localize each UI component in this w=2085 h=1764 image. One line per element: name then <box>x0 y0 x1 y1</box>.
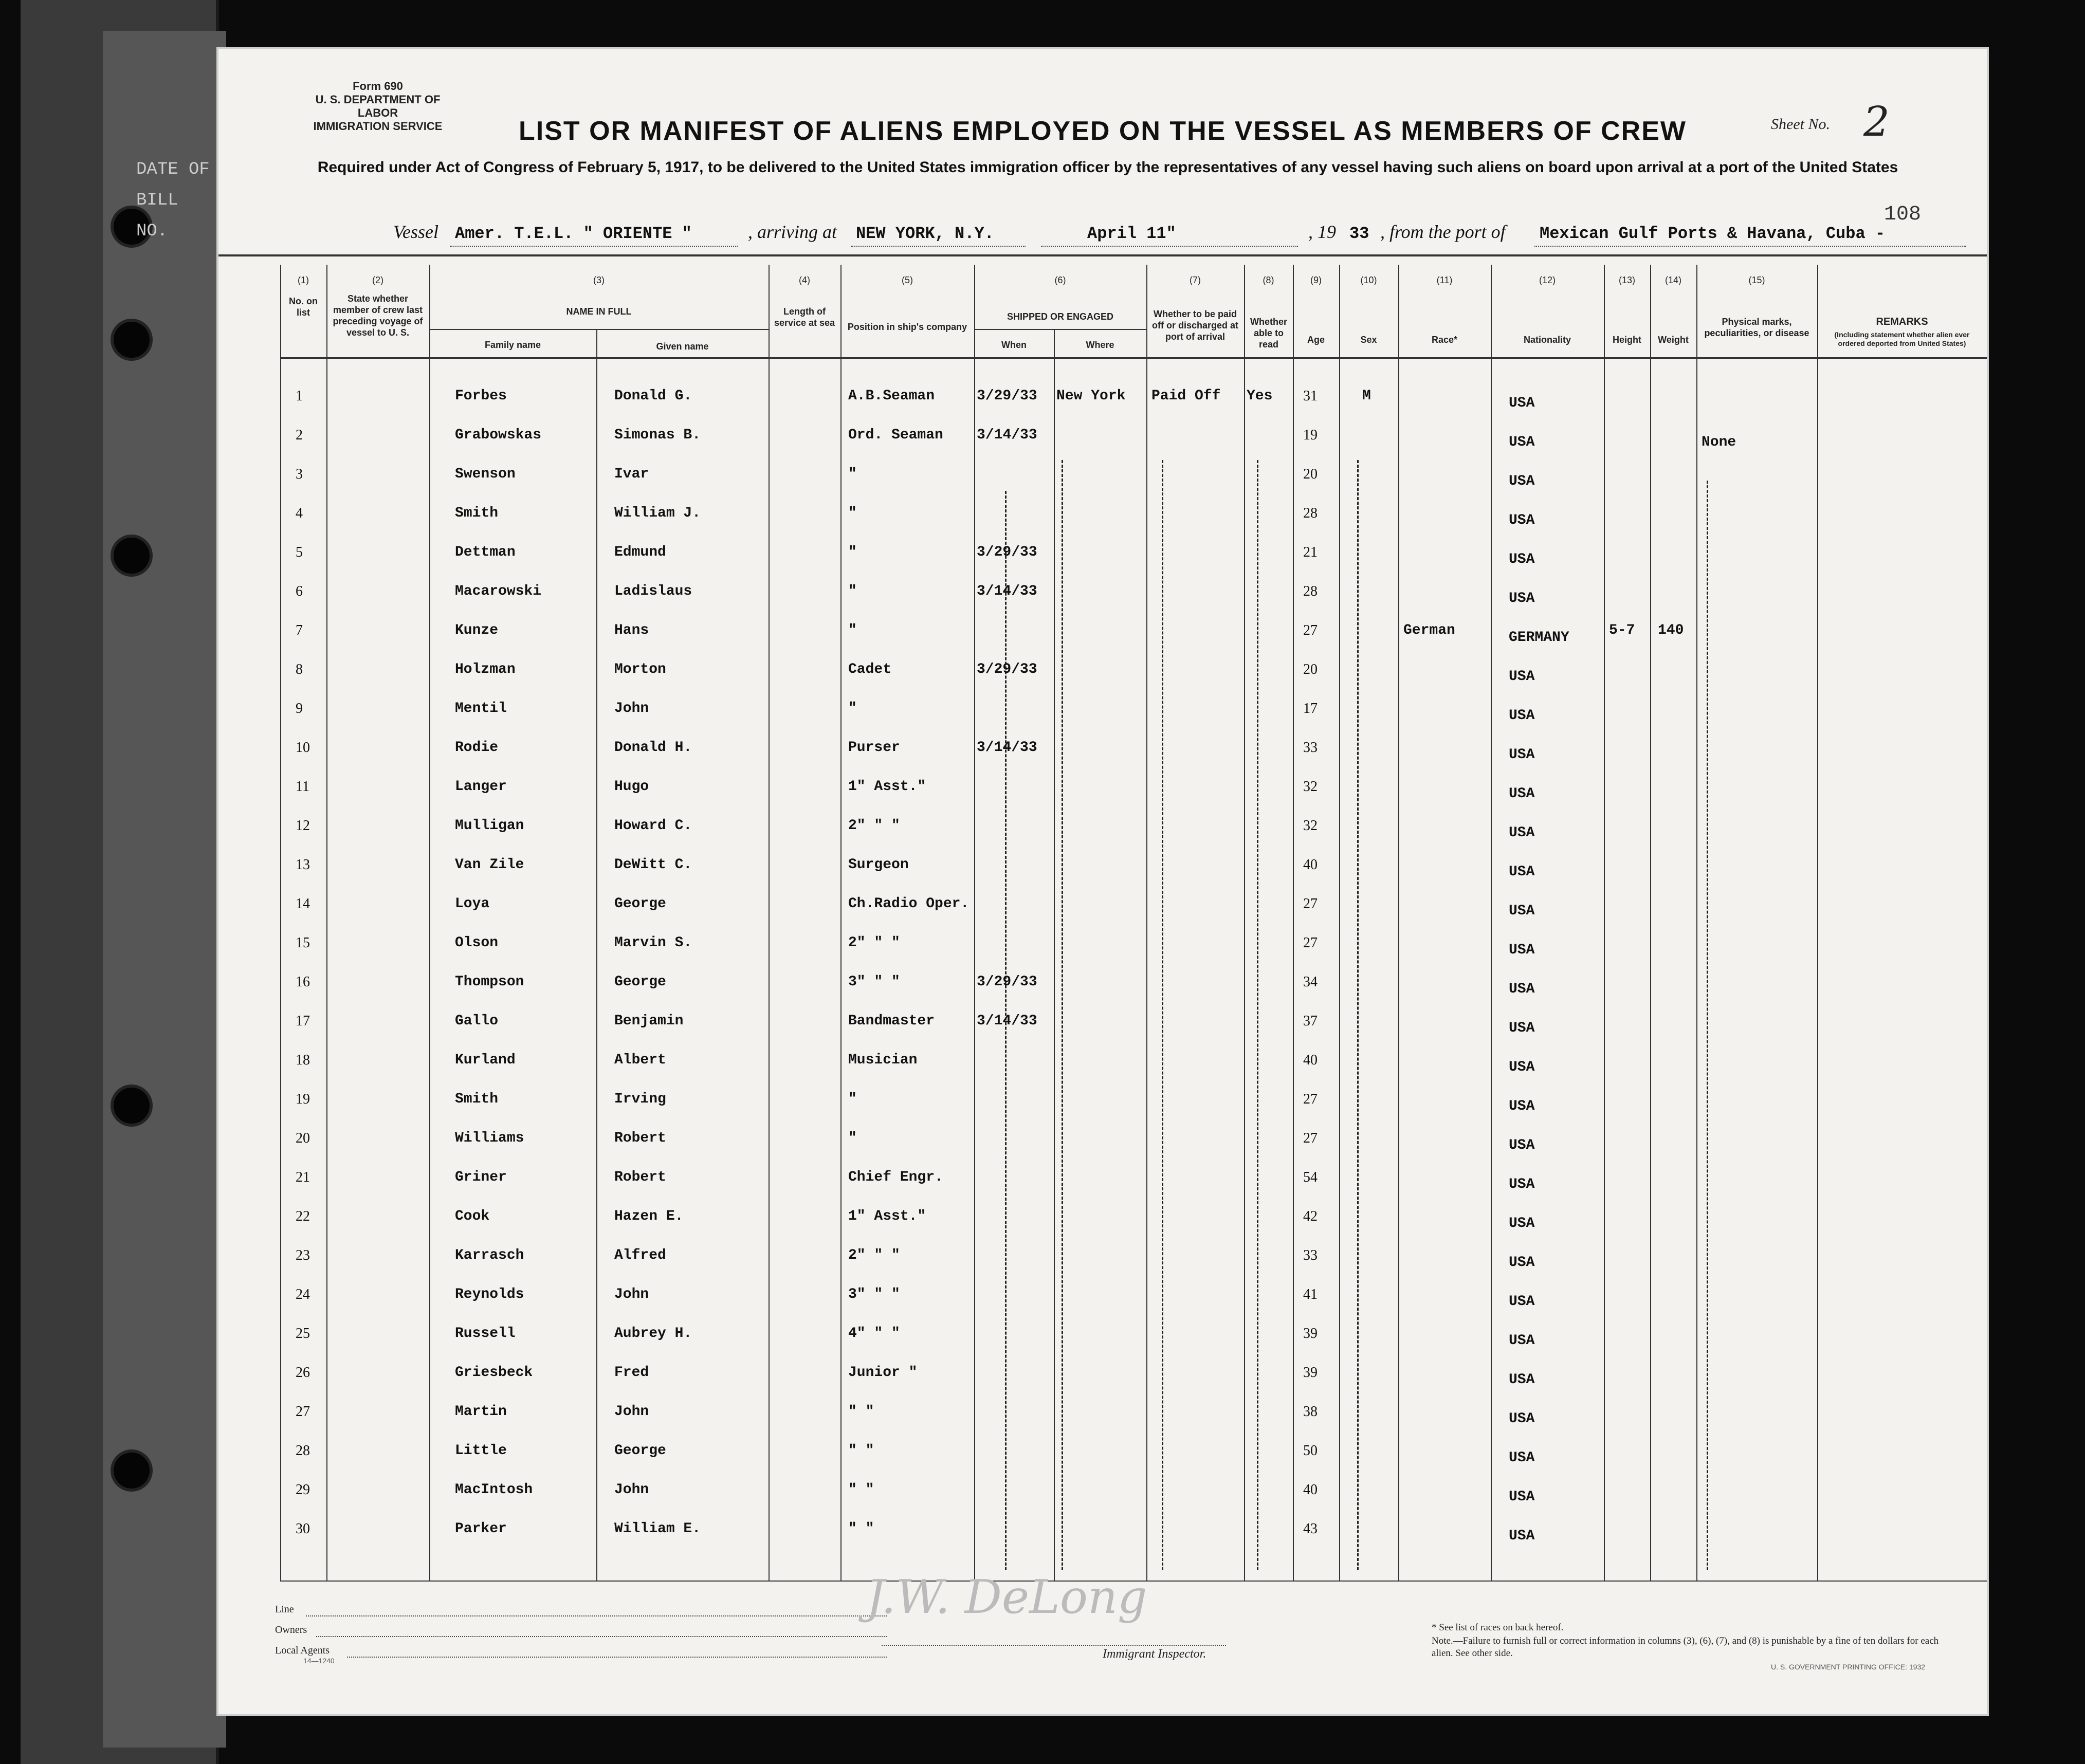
row-number: 24 <box>296 1287 310 1302</box>
given-name: William J. <box>614 505 701 521</box>
row-number: 6 <box>296 583 303 599</box>
position: " <box>848 544 857 560</box>
family-name: Kurland <box>455 1052 516 1068</box>
weight: 140 <box>1658 622 1684 638</box>
col11-header: Race* <box>1431 335 1458 345</box>
position: 1" Asst." <box>848 779 926 795</box>
col9-number: (9) <box>1310 275 1322 285</box>
vessel-label: Vessel <box>393 222 438 242</box>
family-name: Langer <box>455 779 507 795</box>
position: 4" " " <box>848 1326 900 1342</box>
col1-number: (1) <box>298 275 309 285</box>
position: Ch.Radio Oper. <box>848 896 970 912</box>
from-port-value: Mexican Gulf Ports & Havana, Cuba - <box>1540 224 1886 243</box>
age: 20 <box>1303 662 1318 677</box>
year-label: , 19 <box>1308 222 1336 242</box>
position: 2" " " <box>848 935 900 951</box>
family-name: Grabowskas <box>455 427 542 443</box>
ditto-mark <box>1062 460 1063 1570</box>
position: " " <box>848 1521 874 1537</box>
col6-number: (6) <box>1054 275 1066 285</box>
stamp-number: 108 <box>1884 203 1922 226</box>
inspector-signature: J.W. DeLong <box>866 1570 1147 1624</box>
nationality: USA <box>1509 512 1535 528</box>
form-tag: Form 690 U. S. DEPARTMENT OF LABOR IMMIGRATION SERVICE <box>313 80 443 133</box>
col10-header: Sex <box>1360 335 1377 345</box>
position: A.B.Seaman <box>848 388 935 404</box>
age: 40 <box>1303 857 1318 873</box>
nationality: USA <box>1509 1059 1535 1075</box>
given-name: George <box>614 896 666 912</box>
family-name: Gallo <box>455 1013 499 1029</box>
binder-background <box>21 0 219 1764</box>
given-name: Marvin S. <box>614 935 692 951</box>
position: " " <box>848 1482 874 1498</box>
family-name: Olson <box>455 935 499 951</box>
when-header: When <box>1001 340 1027 350</box>
given-name: John <box>614 1404 649 1420</box>
row-number: 15 <box>296 935 310 951</box>
row-number: 18 <box>296 1052 310 1068</box>
row-number: 17 <box>296 1013 310 1029</box>
shipped-where: New York <box>1056 388 1126 404</box>
given-name-header: Given name <box>656 341 709 352</box>
position: " " <box>848 1404 874 1420</box>
shipped-when: 3/14/33 <box>977 740 1037 756</box>
age: 34 <box>1303 974 1318 990</box>
family-name: Griner <box>455 1169 507 1185</box>
given-name: Howard C. <box>614 818 692 834</box>
nationality: USA <box>1509 1333 1535 1349</box>
age: 41 <box>1303 1287 1318 1302</box>
row-number: 25 <box>296 1326 310 1342</box>
nationality: USA <box>1509 1528 1535 1544</box>
col6-header: SHIPPED OR ENGAGED <box>1007 311 1114 322</box>
age: 38 <box>1303 1404 1318 1420</box>
family-name: Martin <box>455 1404 507 1420</box>
position: " <box>848 583 857 599</box>
row-number: 23 <box>296 1247 310 1263</box>
row-number: 13 <box>296 857 310 873</box>
shipped-when: 3/29/33 <box>977 388 1037 404</box>
nationality: GERMANY <box>1509 630 1569 646</box>
given-name: Robert <box>614 1169 666 1185</box>
position: " <box>848 466 857 482</box>
nationality: USA <box>1509 473 1535 489</box>
physical-marks: None <box>1702 434 1736 450</box>
nationality: USA <box>1509 1411 1535 1427</box>
age: 27 <box>1303 622 1318 638</box>
nationality: USA <box>1509 1294 1535 1310</box>
age: 27 <box>1303 935 1318 951</box>
row-number: 8 <box>296 662 303 677</box>
age: 21 <box>1303 544 1318 560</box>
crew-table <box>218 49 1987 1714</box>
position: " <box>848 1091 857 1107</box>
punch-hole <box>111 319 153 361</box>
position: 3" " " <box>848 1287 900 1302</box>
date-value: April 11" <box>1087 224 1176 243</box>
row-number: 26 <box>296 1365 310 1381</box>
position: Musician <box>848 1052 918 1068</box>
nationality: USA <box>1509 1137 1535 1153</box>
family-name: Loya <box>455 896 490 912</box>
owners-label: Owners <box>275 1624 307 1636</box>
position: Purser <box>848 740 900 756</box>
nationality: USA <box>1509 669 1535 685</box>
age: 39 <box>1303 1365 1318 1381</box>
nationality: USA <box>1509 1177 1535 1192</box>
col4-number: (4) <box>799 275 810 285</box>
penalty-note: Note.—Failure to furnish full or correct information in columns (3), (6), (7), and (8) is punishable by a fine of ten dollars for each alien. See other side. <box>1432 1636 1939 1659</box>
nationality: USA <box>1509 1216 1535 1232</box>
age: 33 <box>1303 1247 1318 1263</box>
nationality: USA <box>1509 903 1535 919</box>
nationality: USA <box>1509 825 1535 841</box>
col2-number: (2) <box>372 275 383 285</box>
col11-number: (11) <box>1436 275 1453 285</box>
height: 5-7 <box>1609 622 1635 638</box>
manifest-page <box>218 49 1987 1714</box>
col3-number: (3) <box>593 275 605 285</box>
shipped-when: 3/14/33 <box>977 427 1037 443</box>
age: 42 <box>1303 1208 1318 1224</box>
age: 31 <box>1303 388 1318 404</box>
age: 50 <box>1303 1443 1318 1459</box>
where-header: Where <box>1086 340 1114 350</box>
line-label: Line <box>275 1604 294 1615</box>
given-name: Alfred <box>614 1247 666 1263</box>
page-title: LIST OR MANIFEST OF ALIENS EMPLOYED ON THE VESSEL AS MEMBERS OF CREW <box>519 116 1687 146</box>
col8-number: (8) <box>1263 275 1274 285</box>
race-note: * See list of races on back hereof. <box>1432 1622 1564 1633</box>
col7-header: Whether to be paid off or discharged at port of arrival <box>1151 309 1239 342</box>
age: 27 <box>1303 896 1318 912</box>
given-name: John <box>614 701 649 716</box>
position: 1" Asst." <box>848 1208 926 1224</box>
col9-header: Age <box>1307 335 1325 345</box>
row-number: 28 <box>296 1443 310 1459</box>
age: 37 <box>1303 1013 1318 1029</box>
age: 40 <box>1303 1482 1318 1498</box>
nationality: USA <box>1509 981 1535 997</box>
nationality: USA <box>1509 1255 1535 1271</box>
age: 27 <box>1303 1130 1318 1146</box>
port-value: NEW YORK, N.Y. <box>856 224 994 243</box>
col10-number: (10) <box>1360 275 1377 285</box>
binder-strip <box>103 31 226 1748</box>
col15-header: Physical marks, peculiarities, or disease <box>1704 317 1809 338</box>
family-name: Parker <box>455 1521 507 1537</box>
remarks-header: REMARKS <box>1876 316 1928 327</box>
col15-number: (15) <box>1748 275 1765 285</box>
nationality: USA <box>1509 1489 1535 1505</box>
able-to-read: Yes <box>1247 388 1273 404</box>
position: Chief Engr. <box>848 1169 943 1185</box>
sex: M <box>1362 388 1371 404</box>
row-number: 21 <box>296 1169 310 1185</box>
nationality: USA <box>1509 786 1535 802</box>
col5-number: (5) <box>902 275 913 285</box>
nationality: USA <box>1509 708 1535 724</box>
row-number: 29 <box>296 1482 310 1498</box>
given-name: Hans <box>614 622 649 638</box>
col13-header: Height <box>1613 335 1641 345</box>
vessel-value: Amer. T.E.L. " ORIENTE " <box>455 224 692 243</box>
shipped-when: 3/29/33 <box>977 974 1037 990</box>
position: Junior " <box>848 1365 918 1381</box>
row-number: 22 <box>296 1208 310 1224</box>
shipped-when: 3/29/33 <box>977 662 1037 677</box>
given-name: Hazen E. <box>614 1208 684 1224</box>
given-name: William E. <box>614 1521 701 1537</box>
age: 54 <box>1303 1169 1318 1185</box>
age: 40 <box>1303 1052 1318 1068</box>
row-number: 27 <box>296 1404 310 1420</box>
punch-hole <box>111 1449 153 1492</box>
family-name: Smith <box>455 505 499 521</box>
given-name: George <box>614 1443 666 1459</box>
family-name: Swenson <box>455 466 516 482</box>
inspector-caption: Immigrant Inspector. <box>1103 1647 1206 1661</box>
given-name: Simonas B. <box>614 427 701 443</box>
row-number: 19 <box>296 1091 310 1107</box>
punch-hole <box>111 1085 153 1127</box>
nationality: USA <box>1509 1020 1535 1036</box>
arriving-label: , arriving at <box>748 222 837 242</box>
from-label: , from the port of <box>1380 222 1506 242</box>
col14-header: Weight <box>1658 335 1689 345</box>
year-value: 33 <box>1349 224 1369 243</box>
row-number: 12 <box>296 818 310 834</box>
position: " <box>848 1130 857 1146</box>
given-name: Ladislaus <box>614 583 692 599</box>
family-name: Griesbeck <box>455 1365 533 1381</box>
family-name: Little <box>455 1443 507 1459</box>
shipped-when: 3/14/33 <box>977 583 1037 599</box>
sheet-label: Sheet No. <box>1771 116 1830 133</box>
col14-number: (14) <box>1665 275 1681 285</box>
nationality: USA <box>1509 434 1535 450</box>
age: 43 <box>1303 1521 1318 1537</box>
position: " " <box>848 1443 874 1459</box>
family-name: Russell <box>455 1326 516 1342</box>
printer-mark: U. S. GOVERNMENT PRINTING OFFICE: 1932 <box>1771 1663 1926 1671</box>
given-name: George <box>614 974 666 990</box>
age: 32 <box>1303 779 1318 795</box>
row-number: 10 <box>296 740 310 756</box>
row-number: 9 <box>296 701 303 716</box>
col12-header: Nationality <box>1523 335 1571 345</box>
given-name: Benjamin <box>614 1013 684 1029</box>
given-name: Aubrey H. <box>614 1326 692 1342</box>
given-name: Donald H. <box>614 740 692 756</box>
position: Ord. Seaman <box>848 427 943 443</box>
family-name: MacIntosh <box>455 1482 533 1498</box>
row-number: 3 <box>296 466 303 482</box>
position: 2" " " <box>848 1247 900 1263</box>
family-name: Macarowski <box>455 583 542 599</box>
given-name: Robert <box>614 1130 666 1146</box>
row-number: 11 <box>296 779 309 795</box>
age: 28 <box>1303 583 1318 599</box>
age: 32 <box>1303 818 1318 834</box>
punch-hole <box>111 535 153 577</box>
shipped-when: 3/29/33 <box>977 544 1037 560</box>
position: " <box>848 701 857 716</box>
local-agents-label: Local Agents <box>275 1645 330 1656</box>
shipped-when: 3/14/33 <box>977 1013 1037 1029</box>
given-name: John <box>614 1287 649 1302</box>
age: 39 <box>1303 1326 1318 1342</box>
ditto-mark <box>1257 460 1258 1570</box>
nationality: USA <box>1509 1372 1535 1388</box>
age: 20 <box>1303 466 1318 482</box>
col5-header: Position in ship's company <box>847 322 967 332</box>
ditto-mark <box>1707 481 1708 1570</box>
given-name: John <box>614 1482 649 1498</box>
nationality: USA <box>1509 1098 1535 1114</box>
family-name: Cook <box>455 1208 490 1224</box>
row-number: 14 <box>296 896 310 912</box>
race: German <box>1403 622 1455 638</box>
position: Cadet <box>848 662 892 677</box>
row-number: 7 <box>296 622 303 638</box>
row-number: 4 <box>296 505 303 521</box>
row-number: 16 <box>296 974 310 990</box>
position: Surgeon <box>848 857 909 873</box>
sheet-number: 2 <box>1863 98 1890 145</box>
given-name: DeWitt C. <box>614 857 692 873</box>
family-name: Holzman <box>455 662 516 677</box>
agents-code: 14—1240 <box>303 1657 335 1665</box>
age: 33 <box>1303 740 1318 756</box>
given-name: Edmund <box>614 544 666 560</box>
family-name: Williams <box>455 1130 524 1146</box>
position: 2" " " <box>848 818 900 834</box>
family-name: Karrasch <box>455 1247 524 1263</box>
row-number: 2 <box>296 427 303 443</box>
col7-number: (7) <box>1190 275 1201 285</box>
given-name: Fred <box>614 1365 649 1381</box>
nationality: USA <box>1509 864 1535 880</box>
given-name: Morton <box>614 662 666 677</box>
nationality: USA <box>1509 747 1535 763</box>
family-name: Mulligan <box>455 818 524 834</box>
row-number: 5 <box>296 544 303 560</box>
position: Bandmaster <box>848 1013 935 1029</box>
position: 3" " " <box>848 974 900 990</box>
family-name: Van Zile <box>455 857 524 873</box>
row-number: 30 <box>296 1521 310 1537</box>
page-subtitle: Required under Act of Congress of February 5, 1917, to be delivered to the United States immigration officer by the representatives of any vessel having such aliens on board upon arrival at a port of the United States <box>317 159 1898 176</box>
given-name: Donald G. <box>614 388 692 404</box>
nationality: USA <box>1509 591 1535 607</box>
nationality: USA <box>1509 1450 1535 1466</box>
position: " <box>848 505 857 521</box>
age: 27 <box>1303 1091 1318 1107</box>
col8-header: Whether able to read <box>1250 317 1287 350</box>
age: 17 <box>1303 701 1318 716</box>
family-name: Dettman <box>455 544 516 560</box>
age: 19 <box>1303 427 1318 443</box>
family-name: Reynolds <box>455 1287 524 1302</box>
family-name: Forbes <box>455 388 507 404</box>
col1-header: No. on list <box>289 296 318 318</box>
given-name: Irving <box>614 1091 666 1107</box>
given-name: Ivar <box>614 466 649 482</box>
age: 28 <box>1303 505 1318 521</box>
binder-label: DATE OF BILL NO. <box>136 160 210 241</box>
ditto-mark <box>1162 460 1163 1570</box>
col4-header: Length of service at sea <box>774 306 835 328</box>
given-name: Albert <box>614 1052 666 1068</box>
paid-off: Paid Off <box>1151 388 1221 404</box>
col13-number: (13) <box>1618 275 1635 285</box>
family-name: Kunze <box>455 622 499 638</box>
family-name: Thompson <box>455 974 524 990</box>
family-name: Mentil <box>455 701 507 716</box>
family-name: Smith <box>455 1091 499 1107</box>
ditto-mark <box>1005 491 1007 1570</box>
row-number: 20 <box>296 1130 310 1146</box>
nationality: USA <box>1509 395 1535 411</box>
family-name-header: Family name <box>484 340 541 350</box>
nationality: USA <box>1509 552 1535 567</box>
remarks-note: (Including statement whether alien ever ordered deported from United States) <box>1834 330 1970 347</box>
col2-header: State whether member of crew last preceding voyage of vessel to U. S. <box>333 293 423 338</box>
family-name: Rodie <box>455 740 499 756</box>
nationality: USA <box>1509 942 1535 958</box>
row-number: 1 <box>296 388 303 404</box>
col12-number: (12) <box>1539 275 1556 285</box>
position: " <box>848 622 857 638</box>
ditto-mark <box>1357 460 1359 1570</box>
col3-header: NAME IN FULL <box>566 306 632 317</box>
given-name: Hugo <box>614 779 649 795</box>
